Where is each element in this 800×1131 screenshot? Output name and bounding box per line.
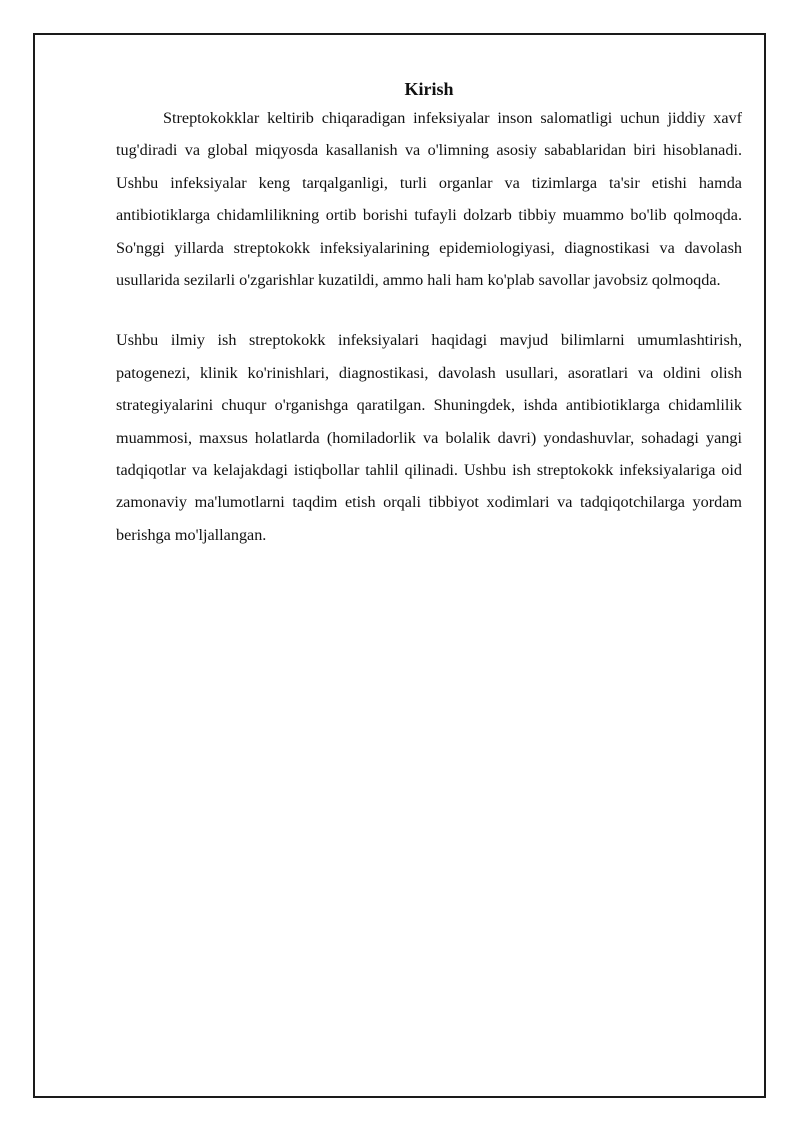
paragraph-scope: Ushbu ilmiy ish streptokokk infeksiyalari haqidagi mavjud bilimlarni umumlashtirish, patogenezi, klinik ko'rinishlari, diagnostikasi, davolash usullari, asoratlari va oldini olish strategiyalarini chuqur o'rganishga qaratilgan. Shuningdek, ishda antibiotiklarga chidamlilik muammosi, maxsus holatlarda (homiladorlik va bolalik davri) yondashuvlar, sohadagi yangi tadqiqotlar va kelajakdagi istiqbollar tahlil qilinadi. Ushbu ish streptokokk infeksiyalariga oid zamonaviy ma'lumotlarni taqdim etish orqali tibbiyot xodimlari va tadqiqotchilarga yordam berishga mo'ljallangan. [116, 331, 742, 544]
section-title: Kirish [404, 79, 454, 99]
document-body [116, 76, 742, 551]
paragraph-spacer [116, 296, 742, 324]
paragraph-intro: Streptokokklar keltirib chiqaradigan infeksiyalar inson salomatligi uchun jiddiy xavf tug'diradi va global miqyosda kasallanish va o'limning asosiy sabablaridan biri hisoblanadi. Ushbu infeksiyalar keng tarqalganligi, turli organlar va tizimlarga ta'sir etishi hamda antibiotiklarga chidamlilikning ortib borishi tufayli dolzarb tibbiy muammo bo'lib qolmoqda. So'nggi yillarda streptokokk infeksiyalarining epidemiologiyasi, diagnostikasi va davolash usullarida sezilarli o'zgarishlar kuzatildi, ammo hali ham ko'plab savollar javobsiz qolmoqda. [116, 109, 742, 290]
